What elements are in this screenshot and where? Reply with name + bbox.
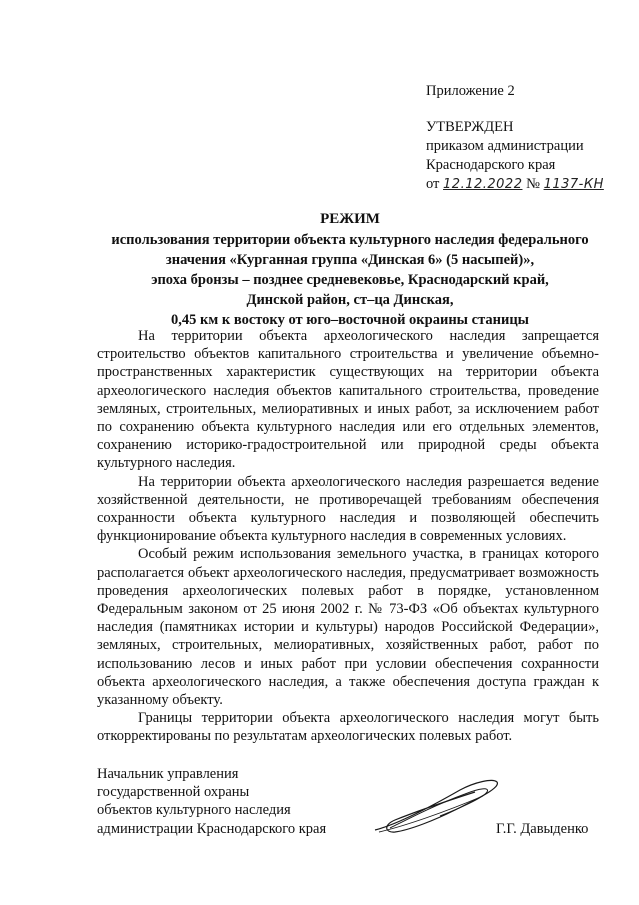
position-line: государственной охраны bbox=[97, 784, 250, 801]
order-date-line bbox=[426, 175, 626, 194]
order-line-2: Краснодарского края bbox=[426, 157, 556, 173]
approved-label: УТВЕРЖДЕН bbox=[426, 119, 514, 135]
title-line: эпоха бронзы – позднее средневековье, Краснодарский край, bbox=[151, 272, 549, 288]
body-paragraph: Границы территории объекта археологического наследия могут быть откорректированы по результатам археологических полевых работ. bbox=[97, 710, 599, 745]
signatory-position bbox=[97, 765, 326, 838]
order-line-1: приказом администрации bbox=[426, 138, 584, 154]
position-line: Начальник управления bbox=[97, 766, 239, 782]
handwritten-signature bbox=[365, 770, 505, 845]
title-line: использования территории объекта культурного наследия федерального bbox=[111, 232, 589, 248]
position-line: администрации Краснодарского края bbox=[97, 820, 327, 837]
handwritten-date: 12.12.2022 bbox=[443, 177, 523, 192]
document-title: РЕЖИМ bbox=[320, 211, 380, 227]
title-line: значения «Курганная группа «Динская 6» (5 насыпей)», bbox=[165, 252, 535, 268]
appendix-label: Приложение 2 bbox=[426, 83, 515, 99]
date-prefix: от bbox=[426, 176, 440, 192]
document-body bbox=[97, 327, 599, 746]
signatory-name: Г.Г. Давыденко bbox=[496, 821, 589, 837]
number-prefix: № bbox=[526, 176, 540, 192]
body-paragraph: Особый режим использования земельного участка, в границах которого располагается объект археологического наследия, предусматривает возможность проведения археологических полевых работ в порядке, установленном Федеральным законом от 25 июня 2002 г. № 73-ФЗ «Об объектах культурного наследия (памятниках истории и культуры) народов Российской Федерации», земляных, строительных, мелиоративных, хозяйственных работ, работ по использованию лесов и иных работ при условии обеспечения сохранности объекта археологического наследия, а также обеспечения доступа граждан к указанному объекту. bbox=[97, 546, 599, 709]
position-line: объектов культурного наследия bbox=[97, 802, 291, 819]
approval-block bbox=[426, 82, 626, 194]
body-paragraph: На территории объекта археологического наследия разрешается ведение хозяйственной деятельности, не противоречащей требованиям обеспечения сохранности объекта культурного наследия и позволяющей обеспечить функционирование объекта культурного наследия в современных условиях. bbox=[97, 473, 599, 545]
handwritten-number: 1137-КН bbox=[543, 177, 604, 192]
title-line: 0,45 км к востоку от юго–восточной окраины станицы bbox=[171, 312, 529, 328]
body-paragraph: На территории объекта археологического наследия запрещается строительство объектов капитального строительства и увеличение объемно-пространственных характеристик существующих на территории объекта археологического наследия объектов капитального строительства, проведение земляных, строительных, мелиоративных и иных работ, за исключением работ по сохранению объекта культурного наследия или его отдельных элементов, сохранению историко-градостроительной или природной среды объекта культурного наследия. bbox=[97, 328, 599, 472]
title-line: Динской район, ст–ца Динская, bbox=[246, 292, 454, 308]
document-title-block bbox=[60, 209, 639, 330]
